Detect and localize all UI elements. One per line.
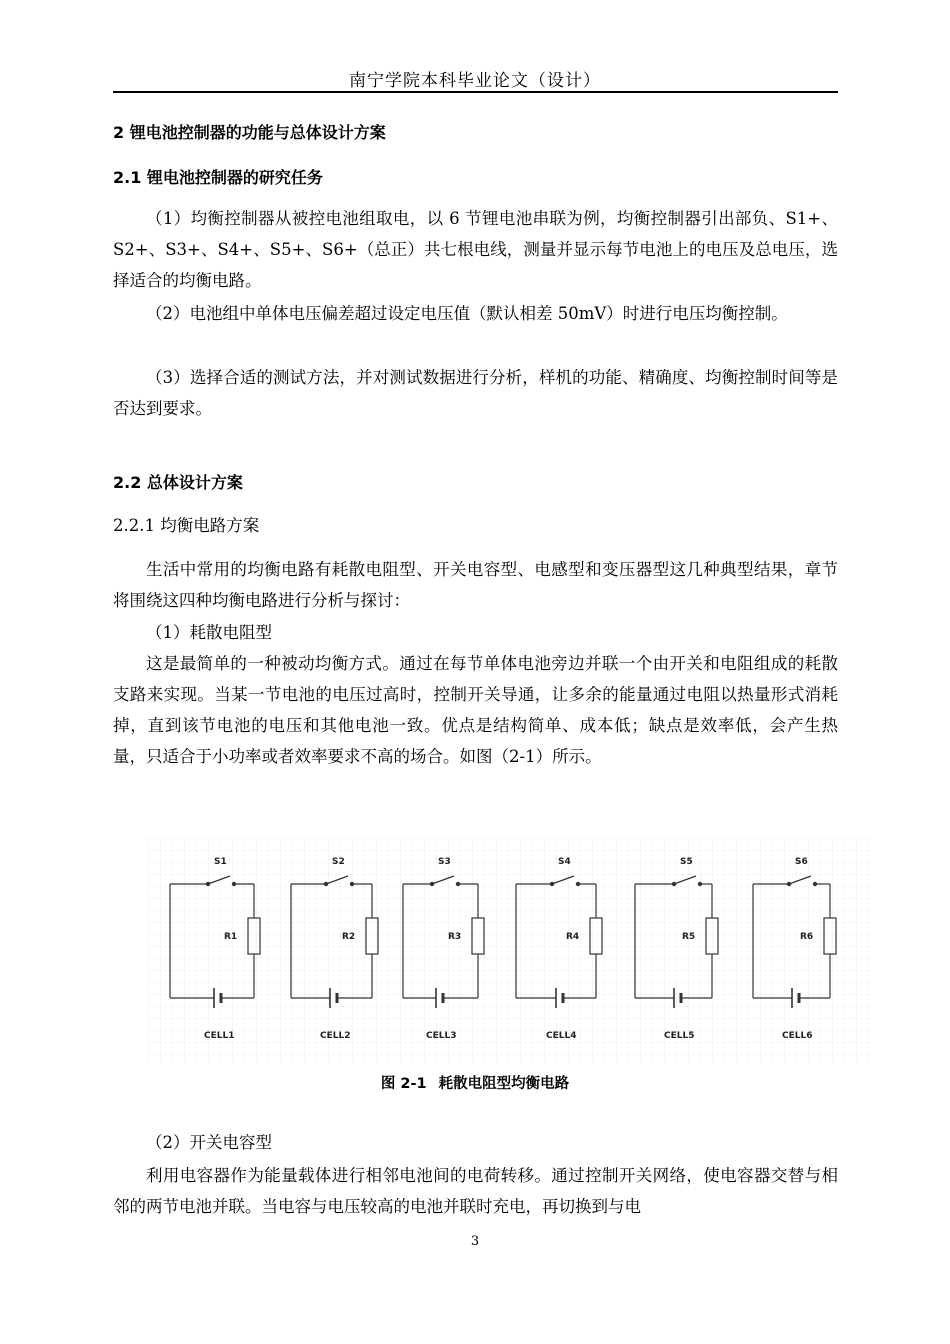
switch-label: S1 [214,857,227,867]
cell-label: CELL2 [320,1031,351,1041]
resistor-label: R6 [800,932,814,942]
subsection-1-title: （1）耗散电阻型 [146,623,272,642]
subsection-2-title: （2）开关电容型 [146,1133,272,1152]
section-2-2-heading: 2.2 总体设计方案 [113,473,243,492]
figure-caption-number: 图 2-1 [380,1076,427,1092]
switch-label: S3 [438,857,451,867]
task-item-1: （1）均衡控制器从被控电池组取电，以 6 节锂电池串联为例，均衡控制器引出部负、S1+、S2+、S3+、S4+、S5+、S6+（总正）共七根电线，测量并显示每节电池上的电压及总电压，选择适合的均衡电路。 [113,209,838,290]
switch-label: S6 [795,857,808,867]
resistor-label: R3 [448,932,462,942]
header-rule [113,91,838,93]
switch-label: S2 [332,857,345,867]
subsection-1-paragraph: 这是最简单的一种被动均衡方式。通过在每节单体电池旁边并联一个由开关和电阻组成的耗散支路来实现。当某一节电池的电压过高时，控制开关导通，让多余的能量通过电阻以热量形式消耗掉，直到该节电池的电压和其他电池一致。优点是结构简单、成本低；缺点是效率低，会产生热量，只适合于小功率或者效率要求不高的场合。如图（2-1）所示。 [113,654,838,766]
page-number: 3 [470,1234,480,1249]
subsection-2-paragraph: 利用电容器作为能量载体进行相邻电池间的电荷转移。通过控制开关网络，使电容器交替与相邻的两节电池并联。当电容与电压较高的电池并联时充电，再切换到与电 [113,1166,838,1216]
cell-label: CELL4 [546,1031,577,1041]
resistor-label: R2 [342,932,356,942]
grid-background [148,838,870,1060]
cell-label: CELL1 [204,1031,235,1041]
figure-caption-text: 耗散电阻型均衡电路 [438,1076,570,1092]
section-2-2-1-heading: 2.2.1 均衡电路方案 [113,516,260,535]
cell-label: CELL6 [782,1031,813,1041]
circuit-figure [148,838,870,1060]
resistor-label: R1 [224,932,238,942]
task-item-3: （3）选择合适的测试方法，并对测试数据进行分析，样机的功能、精确度、均衡控制时间等是否达到要求。 [113,368,838,418]
cell-label: CELL3 [426,1031,457,1041]
switch-label: S4 [558,857,571,867]
task-item-2: （2）电池组中单体电压偏差超过设定电压值（默认相差 50mV）时进行电压均衡控制。 [146,304,788,323]
switch-label: S5 [680,857,693,867]
running-header: 南宁学院本科毕业论文（设计） [349,71,601,91]
figure-caption [0,1072,950,1093]
resistor-label: R4 [566,932,580,942]
balancing-intro-paragraph: 生活中常用的均衡电路有耗散电阻型、开关电容型、电感型和变压器型这几种典型结果，章节将围绕这四种均衡电路进行分析与探讨： [113,560,838,610]
section-2-1-heading: 2.1 锂电池控制器的研究任务 [113,168,323,187]
cell-label: CELL5 [664,1031,695,1041]
section-2-heading: 2 锂电池控制器的功能与总体设计方案 [113,123,386,142]
resistor-label: R5 [682,932,696,942]
